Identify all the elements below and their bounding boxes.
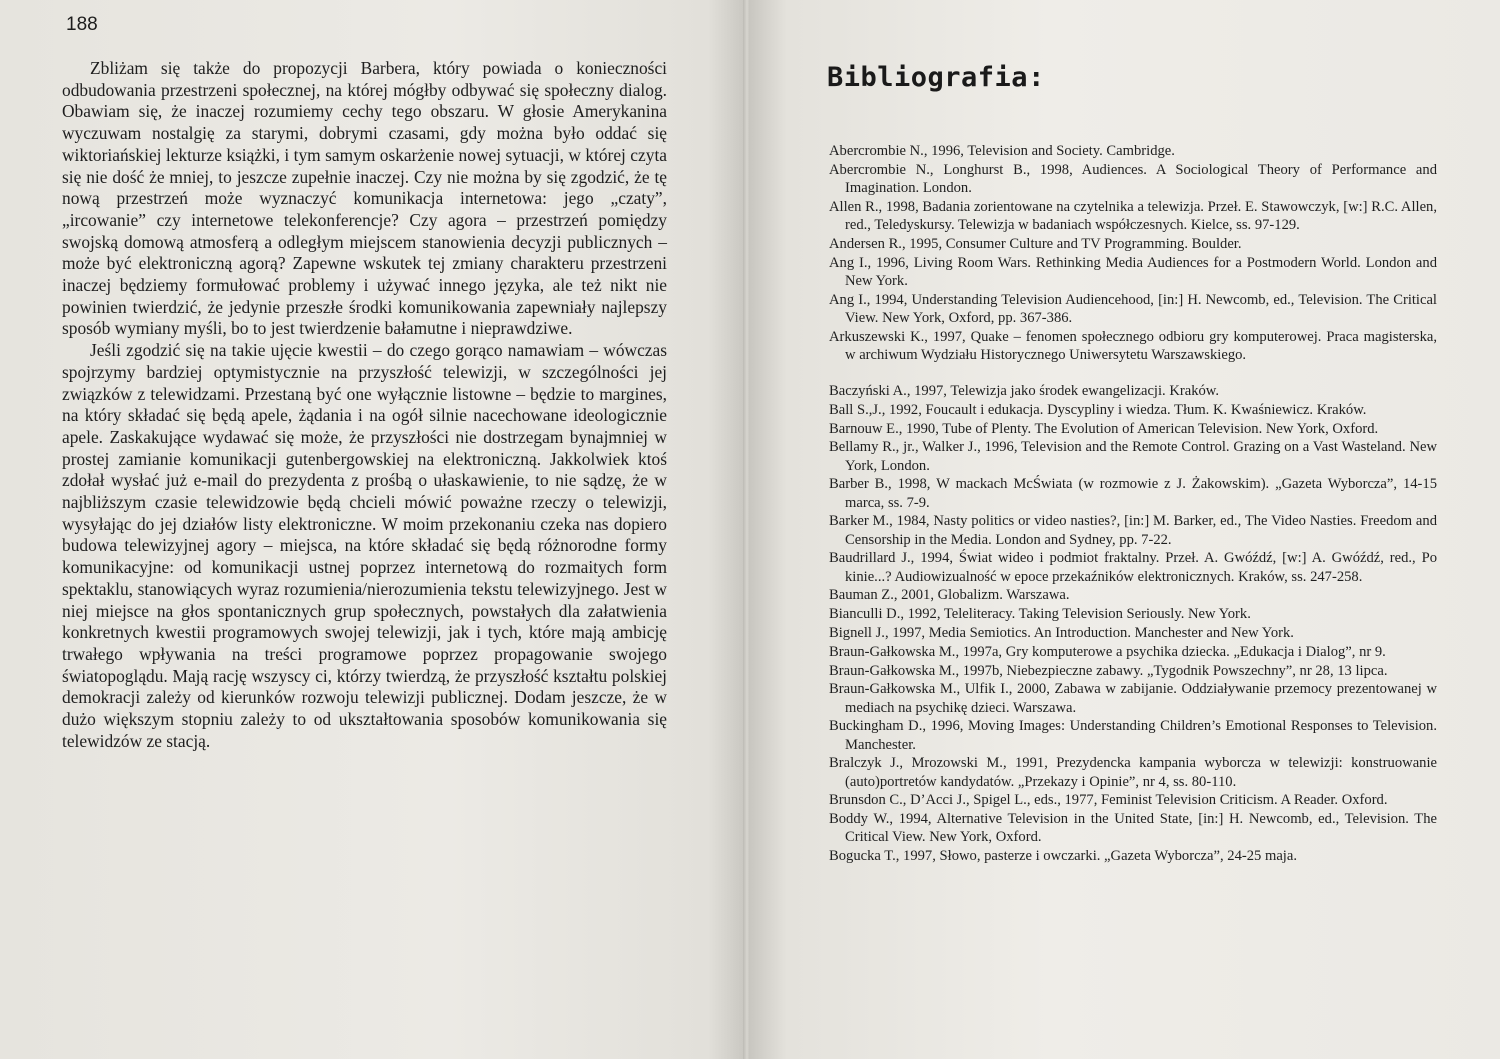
body-text xyxy=(62,58,667,753)
bibliography-entry: Brunsdon C., D’Acci J., Spigel L., eds., 1977, Feminist Television Criticism. A Reader. Oxford. xyxy=(829,792,1388,809)
bibliography-entry: Ball S.,J., 1992, Foucault i edukacja. Dyscypliny i wiedza. Tłum. K. Kwaśniewicz. Kraków. xyxy=(829,401,1367,418)
bibliography-entry: Buckingham D., 1996, Moving Images: Understanding Children’s Emotional Responses to Television. Manchester. xyxy=(829,718,1437,753)
bibliography-entry: Bauman Z., 2001, Globalizm. Warszawa. xyxy=(829,587,1070,604)
bibliography-list xyxy=(829,142,1437,866)
bibliography-entry: Barber B., 1998, W mackach McŚwiata (w rozmowie z J. Żakowskim). „Gazeta Wyborcza”, 14-15 marca, ss. 7-9. xyxy=(829,476,1437,511)
bibliography-entry: Baczyński A., 1997, Telewizja jako środek ewangelizacji. Kraków. xyxy=(829,383,1220,399)
paragraph: Zbliżam się także do propozycji Barbera, który powiada o konieczności odbudowania przestrzeni społecznej, na której mógłby odbywać się społeczny dialog. Obawiam się, że inaczej rozumiemy cechy tego obszaru. W głosie Amerykanina wyczuwam nostalgię za starymi, dobrymi czasami, gdy można było oddać się wiktoriańskiej lekturze książki, i tym samym oskarżenie nowej sytuacji, w której czyta się nie dość że mniej, to jeszcze zupełnie inaczej. Czy nie można by się zgodzić, że tę nową przestrzeń może wyznaczyć komunikacja internetowa: jego „czaty”, „ircowanie” czy internetowe telekonferencje? Czy agora – przestrzeń pomiędzy swojską domową atmosferą a odległym miejscem stanowienia decyzji publicznych – może być elektroniczną agorą? Zapewne wskutek tej zmiany charakteru przestrzeni inaczej będziemy formułować problemy i używać innego języka, ale też nikt nie powinien twierdzić, że jedynie przeszłe środki komunikowania zapewniały najlepszy sposób wymiany myśli, bo to jest twierdzenie bałamutne i nieprawdziwe. xyxy=(62,58,667,339)
bibliography-entry: Ang I., 1996, Living Room Wars. Rethinking Media Audiences for a Postmodern World. London and New York. xyxy=(829,254,1437,289)
bibliography-title: Bibliografia: xyxy=(827,62,1045,93)
bibliography-entry: Abercrombie N., 1996, Television and Society. Cambridge. xyxy=(829,143,1175,159)
bibliography-entry: Bogucka T., 1997, Słowo, pasterze i owczarki. „Gazeta Wyborcza”, 24-25 maja. xyxy=(829,848,1297,865)
bibliography-entry: Barnouw E., 1990, Tube of Plenty. The Evolution of American Television. New York, Oxford. xyxy=(829,420,1379,437)
bibliography-entry: Abercrombie N., Longhurst B., 1998, Audiences. A Sociological Theory of Performance and Imagination. London. xyxy=(829,161,1437,196)
bibliography-entry: Braun-Gałkowska M., 1997b, Niebezpieczne zabawy. „Tygodnik Powszechny”, nr 28, 13 lipca. xyxy=(829,662,1388,679)
bibliography-entry: Bignell J., 1997, Media Semiotics. An Introduction. Manchester and New York. xyxy=(829,624,1294,641)
bibliography-entry: Boddy W., 1994, Alternative Television in the United State, [in:] H. Newcomb, ed., Television. The Critical View. New York, Oxford. xyxy=(829,811,1437,846)
bibliography-entry: Braun-Gałkowska M., Ulfik I., 2000, Zabawa w zabijanie. Oddziaływanie przemocy prezentowanej w mediach na psychikę dzieci. Warszawa. xyxy=(829,681,1437,716)
bibliography-entry: Allen R., 1998, Badania zorientowane na czytelnika a telewizja. Przeł. E. Stawowczyk, [w:] R.C. Allen, red., Teledyskursy. Telewizja w badaniach współczesnych. Kielce, ss. 97-129. xyxy=(829,198,1437,233)
bibliography-entry: Braun-Gałkowska M., 1997a, Gry komputerowe a psychika dziecka. „Edukacja i Dialog”, nr 9. xyxy=(829,643,1386,660)
bibliography-entry: Ang I., 1994, Understanding Television Audiencehood, [in:] H. Newcomb, ed., Television. The Critical View. New York, Oxford, pp. 367-386. xyxy=(829,291,1437,326)
right-page xyxy=(749,0,1500,1059)
bibliography-entry: Andersen R., 1995, Consumer Culture and TV Programming. Boulder. xyxy=(829,235,1242,252)
bibliography-entry: Barker M., 1984, Nasty politics or video nasties?, [in:] M. Barker, ed., The Video Nasties. Freedom and Censorship in the Media. London and Sydney, pp. 7-22. xyxy=(829,513,1437,548)
paragraph: Jeśli zgodzić się na takie ujęcie kwestii – do czego gorąco namawiam – wówczas spojrzymy bardziej optymistycznie na przyszłość telewizji, w szczególności jej związków z telewidzami. Przestaną być one wyłącznie listowne – będzie to margines, na który składać się będą apele, żądania i na ogół silnie nacechowane ideologicznie apele. Zaskakujące wydawać się może, że przyszłości nie dostrzegam bynajmniej w prostej zamianie komunikacji gutenbergowskiej na elektroniczną. Jakkolwiek ktoś zdołał wysłać już e-mail do prezydenta z prośbą o ułaskawienie, to nie sądzę, że w najbliższym czasie telewidzowie będą chcieli mówić poważne rzeczy o telewizji, wysyłając do jej działów listy elektroniczne. W moim przekonaniu czeka nas dopiero budowa telewizyjnej agory – miejsca, na które składać się będą różnorodne formy komunikacyjne: od komunikacji ustnej poprzez internetową do rozmaitych form spektaklu, stanowiących wyraz rozumienia/nierozumienia tekstu telewizyjnego. Jest w niej miejsce na głos spontanicznych grup społecznych, powstałych dla załatwienia konkretnych kwestii programowych swojej telewizji, jak i tych, które mają ambicję trwałego wpływania na treści programowe poprzez propagowanie swojego światopoglądu. Mają rację wszyscy ci, którzy twierdzą, że przyszłość kształtu polskiej demokracji zależy od kierunków rozwoju telewizji publicznej. Dodam jeszcze, że w dużo większym stopniu zależy to od ukształtowania sposobów komunikowania się telewidzów ze stacją. xyxy=(62,340,667,751)
page-number: 188 xyxy=(66,14,98,35)
bibliography-entry: Bralczyk J., Mrozowski M., 1991, Prezydencka kampania wyborcza w telewizji: konstruowanie (auto)portretów kandydatów. „Przekazy i Opinie”, nr 4, ss. 80-110. xyxy=(829,755,1437,790)
bibliography-entry: Baudrillard J., 1994, Świat wideo i podmiot fraktalny. Przeł. A. Gwóźdź, [w:] A. Gwóźdź, red., Po kinie...? Audiowizualność w epoce przekaźników elektronicznych. Kraków, ss. 247-258. xyxy=(829,550,1437,585)
bibliography-entry: Bianculli D., 1992, Teleliteracy. Taking Television Seriously. New York. xyxy=(829,606,1251,623)
bibliography-entry: Bellamy R., jr., Walker J., 1996, Television and the Remote Control. Grazing on a Vast Wasteland. New York, London. xyxy=(829,439,1437,474)
left-page xyxy=(0,0,745,1059)
bibliography-entry: Arkuszewski K., 1997, Quake – fenomen społecznego odbioru gry komputerowej. Praca magisterska, w archiwum Wydziału Historycznego Uniwersytetu Warszawskiego. xyxy=(829,328,1437,363)
